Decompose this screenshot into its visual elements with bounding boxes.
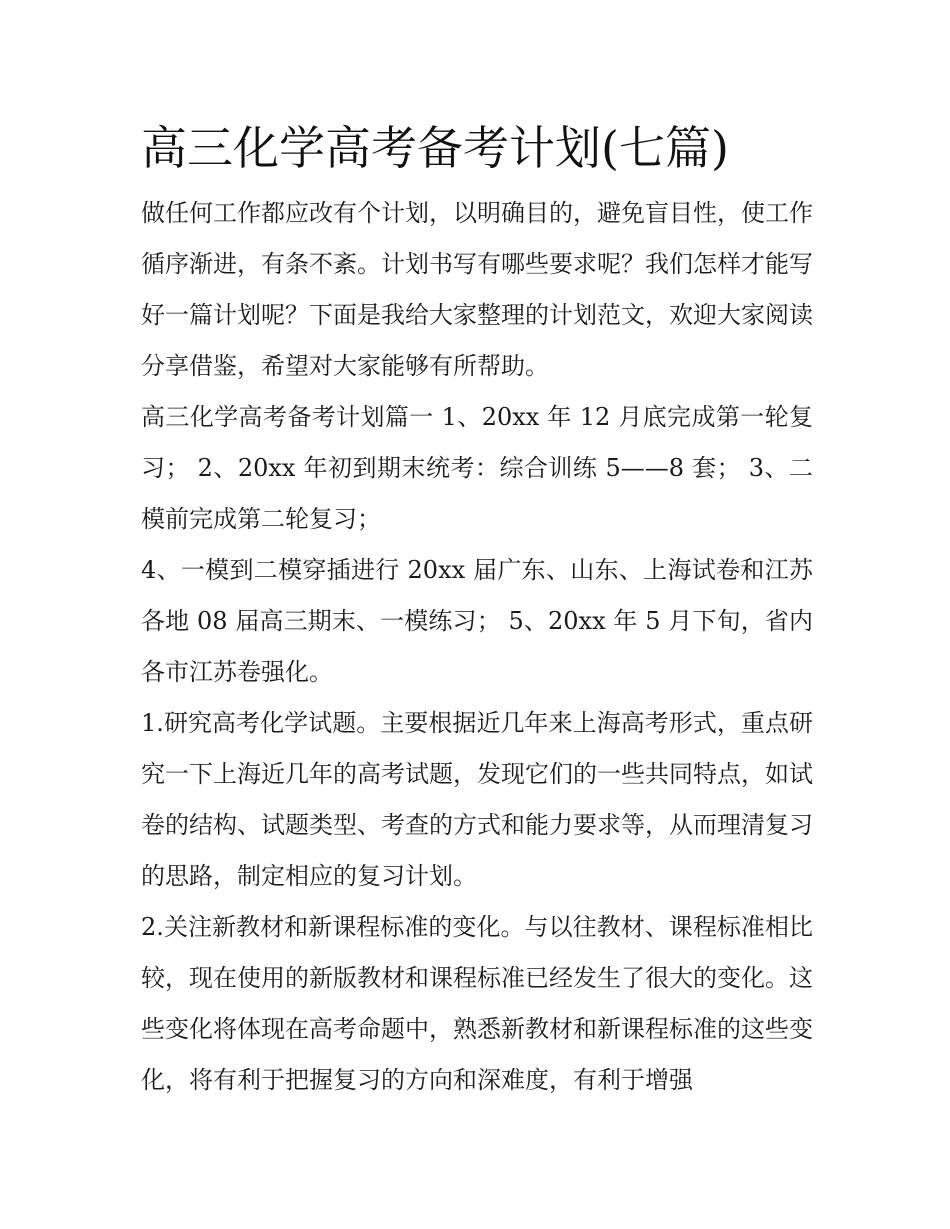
paragraph-intro: 做任何工作都应改有个计划，以明确目的，避免盲目性，使工作循序渐进，有条不紊。计划书写有哪些要求呢？我们怎样才能写好一篇计划呢？下面是我给大家整理的计划范文，欢迎大家阅读分享借鉴，希望对大家能够有所帮助。	[141, 199, 813, 380]
paragraph-new-curriculum: 2.关注新教材和新课程标准的变化。与以往教材、课程标准相比较，现在使用的新版教材和课程标准已经发生了很大的变化。这些变化将体现在高考命题中，熟悉新教材和新课程标准的这些变化，将有利于把握复习的方向和深难度，有利于增强	[141, 913, 813, 1094]
paragraph-plan-steps-1-3: 高三化学高考备考计划篇一 1、20xx 年 12 月底完成第一轮复习； 2、20xx 年初到期末统考：综合训练 5——8 套； 3、二模前完成第二轮复习；	[141, 403, 813, 533]
paragraph-research-exams: 1.研究高考化学试题。主要根据近几年来上海高考形式，重点研究一下上海近几年的高考试题，发现它们的一些共同特点，如试卷的结构、试题类型、考查的方式和能力要求等，从而理清复习的思路，制定相应的复习计划。	[141, 709, 813, 890]
document-body	[141, 108, 813, 1106]
document-title: 高三化学高考备考计划(七篇)	[141, 121, 729, 175]
paragraph-plan-steps-4-5: 4、一模到二模穿插进行 20xx 届广东、山东、上海试卷和江苏各地 08 届高三期末、一模练习； 5、20xx 年 5 月下旬，省内各市江苏卷强化。	[141, 556, 813, 686]
